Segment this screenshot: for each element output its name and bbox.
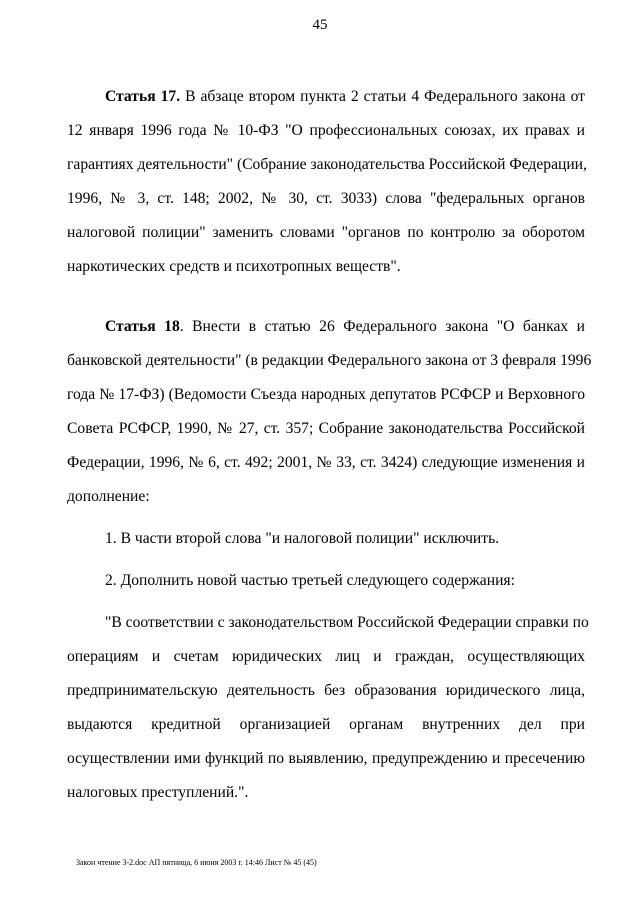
quote-line-6: налоговых преступлений.".	[67, 784, 249, 801]
article-18-line-4: Совета РСФСР, 1990, № 27, ст. 357; Собрание законодательства Российской	[67, 420, 585, 437]
article-18-quote	[67, 606, 589, 810]
quote-line-2: операциям и счетам юридических лиц и граждан, осуществляющих	[67, 648, 585, 665]
article-18-line-1-text: . Внести в статью 26 Федерального закона "О банках и	[179, 318, 586, 335]
document-body	[67, 80, 592, 810]
article-17-line-4: 1996, № 3, ст. 148; 2002, № 30, ст. 3033) слова "федеральных органов	[67, 190, 585, 207]
article-18-item-2: 2. Дополнить новой частью третьей следующего содержания:	[105, 572, 515, 589]
article-18-heading: Статья 18	[105, 318, 180, 335]
page-number: 45	[312, 17, 328, 33]
quote-line-1: "В соответствии с законодательством Российской Федерации справки по	[105, 614, 589, 631]
article-17-line-1	[67, 80, 585, 114]
article-18	[67, 310, 592, 810]
article-18-line-3: года № 17-ФЗ) (Ведомости Съезда народных депутатов РСФСР и Верховного	[67, 386, 585, 403]
quote-line-4: выдаются кредитной организацией органам внутренних дел при	[67, 716, 585, 733]
footer-file-info: Закон чтение 3-2.doc АП пятница, 6 июня 2003 г. 14:46 Лист № 45 (45)	[76, 858, 317, 867]
quote-line-5: осуществлении ими функций по выявлению, предупреждению и пресечению	[67, 750, 585, 767]
article-17-line-5: налоговой полиции" заменить словами "органов по контролю за оборотом	[67, 224, 585, 241]
article-17	[67, 80, 585, 284]
article-18-item-1: 1. В части второй слова "и налоговой полиции" исключить.	[105, 530, 500, 547]
article-17-line-3: гарантиях деятельности" (Собрание законодательства Российской Федерации,	[67, 156, 587, 173]
article-18-line-5: Федерации, 1996, № 6, ст. 492; 2001, № 33, ст. 3424) следующие изменения и	[67, 454, 585, 471]
article-18-line-1	[67, 310, 585, 344]
article-17-line-1-text: В абзаце втором пункта 2 статьи 4 Федерального закона от	[180, 88, 585, 105]
article-17-line-6: наркотических средств и психотропных веществ".	[67, 258, 401, 275]
article-18-line-6: дополнение:	[67, 488, 150, 505]
article-17-line-2: 12 января 1996 года № 10-ФЗ "О профессиональных союзах, их правах и	[67, 122, 585, 139]
article-18-line-2: банковской деятельности" (в редакции Федерального закона от 3 февраля 1996	[67, 352, 592, 369]
article-17-heading: Статья 17.	[105, 88, 181, 105]
quote-line-3: предпринимательскую деятельность без образования юридического лица,	[67, 682, 585, 699]
